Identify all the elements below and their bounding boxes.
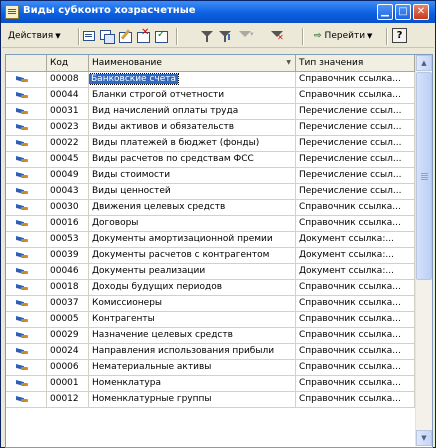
code-cell: 00012 (47, 392, 89, 407)
name-cell (89, 136, 296, 151)
name-cell (89, 200, 296, 215)
filter-history-icon[interactable] (238, 29, 252, 43)
title-bar[interactable] (1, 1, 435, 23)
name-cell (89, 104, 296, 119)
catalog-icon (5, 5, 19, 19)
code-cell: 00022 (47, 136, 89, 151)
name-text: Номенклатура (92, 378, 161, 388)
name-text: Вид начислений оплаты труда (92, 106, 239, 116)
name-text: Доходы будущих периодов (92, 282, 223, 292)
row-icon-cell (6, 232, 47, 247)
name-text: Виды активов и обязательств (92, 122, 235, 132)
delete-item-icon[interactable] (136, 29, 150, 43)
code-cell: 00024 (47, 344, 89, 359)
edit-item-icon[interactable] (118, 29, 132, 43)
name-cell (89, 216, 296, 231)
name-text: Договоры (92, 218, 139, 228)
code-cell: 00037 (47, 296, 89, 311)
code-cell: 00023 (47, 120, 89, 135)
name-cell (89, 72, 296, 87)
toolbar-separator (176, 28, 178, 45)
name-cell (89, 232, 296, 247)
name-cell (89, 280, 296, 295)
row-icon-cell (6, 296, 47, 311)
name-cell (89, 184, 296, 199)
code-cell: 00045 (47, 152, 89, 167)
row-icon-cell (6, 200, 47, 215)
column-header-name[interactable]: Наименование ▼ (89, 55, 296, 71)
name-text: Движения целевых средств (92, 202, 226, 212)
toolbar-separator (386, 28, 388, 45)
table-row[interactable] (6, 328, 415, 344)
subconto-type-icon (16, 219, 30, 228)
subconto-type-icon (16, 203, 30, 212)
actions-menu-button[interactable] (5, 28, 64, 44)
subconto-type-icon (16, 187, 30, 196)
filter-by-value-icon[interactable] (218, 29, 232, 43)
row-icon-cell (6, 248, 47, 263)
subconto-type-icon (16, 155, 30, 164)
table-header (6, 55, 415, 72)
type-cell: Справочник ссылка... (296, 344, 415, 359)
row-icon-cell (6, 184, 47, 199)
table-row[interactable] (6, 104, 415, 120)
table-body (6, 72, 415, 408)
subconto-type-icon (16, 123, 30, 132)
table-row[interactable] (6, 312, 415, 328)
name-cell (89, 296, 296, 311)
row-icon-cell (6, 392, 47, 407)
copy-item-icon[interactable] (100, 29, 114, 43)
subconto-type-icon (16, 299, 30, 308)
chevron-down-icon: ▼ (55, 32, 61, 40)
code-cell: 00029 (47, 328, 89, 343)
table-row[interactable] (6, 264, 415, 280)
row-icon-cell (6, 360, 47, 375)
goto-menu-button[interactable] (314, 28, 372, 44)
code-cell: 00039 (47, 248, 89, 263)
goto-label: Перейти (324, 31, 366, 41)
row-icon-cell (6, 328, 47, 343)
subconto-type-icon (16, 139, 30, 148)
table-row[interactable] (6, 136, 415, 152)
name-cell (89, 328, 296, 343)
table-row[interactable] (6, 152, 415, 168)
name-text: Назначение целевых средств (92, 330, 233, 340)
row-icon-cell (6, 168, 47, 183)
type-cell: Перечисление ссыл... (296, 120, 415, 135)
row-icon-cell (6, 216, 47, 231)
table-row[interactable] (6, 120, 415, 136)
scroll-thumb[interactable] (416, 72, 432, 280)
code-cell: 00006 (47, 360, 89, 375)
type-cell: Документ ссылка:... (296, 248, 415, 263)
row-icon-cell (6, 152, 47, 167)
table-row[interactable] (6, 168, 415, 184)
name-text: Виды расчетов по средствам ФСС (92, 154, 254, 164)
subconto-type-icon (16, 363, 30, 372)
name-text: Контрагенты (92, 314, 155, 324)
name-text: Комиссионеры (92, 298, 163, 308)
table-row[interactable] (6, 344, 415, 360)
goto-arrow-icon: ⇨ (314, 31, 322, 41)
code-cell: 00046 (47, 264, 89, 279)
vertical-scrollbar[interactable] (415, 55, 432, 446)
subconto-type-icon (16, 235, 30, 244)
subconto-type-icon (16, 395, 30, 404)
type-cell: Справочник ссылка... (296, 280, 415, 295)
type-cell: Справочник ссылка... (296, 88, 415, 103)
subconto-type-icon (16, 379, 30, 388)
table-row[interactable] (6, 296, 415, 312)
type-cell: Документ ссылка:... (296, 232, 415, 247)
name-text: Виды стоимости (92, 170, 171, 180)
name-cell (89, 120, 296, 135)
type-cell: Перечисление ссыл... (296, 152, 415, 167)
row-icon-cell (6, 312, 47, 327)
name-cell (89, 376, 296, 391)
name-text: Номенклатурные группы (92, 394, 212, 404)
scroll-down-button[interactable]: ▼ (416, 430, 432, 446)
type-cell: Справочник ссылка... (296, 392, 415, 407)
name-text: Виды платежей в бюджет (фонды) (92, 138, 260, 148)
name-cell (89, 312, 296, 327)
row-icon-cell (6, 264, 47, 279)
subconto-type-icon (16, 331, 30, 340)
actions-label: Действия (8, 31, 54, 41)
subconto-type-icon (16, 75, 30, 84)
name-cell (89, 392, 296, 407)
code-cell: 00016 (47, 216, 89, 231)
name-cell (89, 88, 296, 103)
subconto-type-icon (16, 107, 30, 116)
row-icon-cell (6, 376, 47, 391)
table-row[interactable] (6, 88, 415, 104)
type-cell: Перечисление ссыл... (296, 136, 415, 151)
column-header-code[interactable]: Код (47, 55, 89, 71)
mark-deletion-icon[interactable] (154, 29, 168, 43)
code-cell: 00043 (47, 184, 89, 199)
name-text: Направления использования прибыли (92, 346, 275, 356)
type-cell: Справочник ссылка... (296, 328, 415, 343)
code-cell: 00001 (47, 376, 89, 391)
table-row[interactable] (6, 184, 415, 200)
table-row[interactable] (6, 200, 415, 216)
scroll-up-button[interactable]: ▲ (416, 55, 432, 71)
row-icon-cell (6, 72, 47, 87)
name-cell (89, 168, 296, 183)
clear-filter-icon[interactable] (270, 29, 284, 43)
table-row[interactable] (6, 248, 415, 264)
name-text: Документы расчетов с контрагентом (92, 250, 270, 260)
name-text: Нематериальные активы (92, 362, 212, 372)
subconto-type-icon (16, 315, 30, 324)
window-title: Виды субконто хозрасчетные (23, 5, 196, 16)
maximize-button[interactable]: □ (395, 4, 411, 20)
code-cell: 00031 (47, 104, 89, 119)
minimize-button[interactable]: ▁ (377, 4, 393, 20)
table-row[interactable] (6, 72, 415, 88)
toolbar-separator (78, 28, 80, 45)
table-row[interactable] (6, 392, 415, 408)
type-cell: Перечисление ссыл... (296, 168, 415, 183)
subconto-type-icon (16, 171, 30, 180)
code-cell: 00049 (47, 168, 89, 183)
add-item-icon[interactable] (82, 29, 96, 43)
catalog-table[interactable] (5, 54, 433, 448)
code-cell: 00018 (47, 280, 89, 295)
code-cell: 00053 (47, 232, 89, 247)
toolbar-separator (302, 28, 304, 45)
close-button[interactable]: ✕ (413, 4, 429, 20)
toolbar (2, 25, 434, 48)
type-cell: Перечисление ссыл... (296, 184, 415, 199)
type-cell: Справочник ссылка... (296, 296, 415, 311)
name-text: Банковские счета (91, 74, 177, 84)
name-cell (89, 360, 296, 375)
name-text: Виды ценностей (92, 186, 171, 196)
row-icon-cell (6, 88, 47, 103)
name-cell (89, 264, 296, 279)
row-icon-cell (6, 344, 47, 359)
name-cell (89, 248, 296, 263)
table-row[interactable] (6, 360, 415, 376)
type-cell: Справочник ссылка... (296, 360, 415, 375)
subconto-type-icon (16, 251, 30, 260)
table-row[interactable] (6, 232, 415, 248)
row-icon-cell (6, 120, 47, 135)
filter-icon[interactable] (200, 29, 214, 43)
type-cell: Справочник ссылка... (296, 216, 415, 231)
code-cell: 00030 (47, 200, 89, 215)
type-cell: Справочник ссылка... (296, 72, 415, 87)
code-cell: 00005 (47, 312, 89, 327)
name-text: Документы реализации (92, 266, 206, 276)
chevron-down-icon: ▼ (367, 32, 373, 40)
name-cell (89, 344, 296, 359)
row-icon-cell (6, 280, 47, 295)
subconto-type-icon (16, 347, 30, 356)
table-row[interactable] (6, 376, 415, 392)
help-button[interactable]: ? (392, 28, 407, 43)
name-text: Документы амортизационной премии (92, 234, 273, 244)
subconto-type-icon (16, 283, 30, 292)
row-icon-cell (6, 136, 47, 151)
type-cell: Справочник ссылка... (296, 376, 415, 391)
column-header-type[interactable]: Тип значения (296, 55, 415, 71)
type-cell: Перечисление ссыл... (296, 104, 415, 119)
type-cell: Справочник ссылка... (296, 312, 415, 327)
code-cell: 00044 (47, 88, 89, 103)
subconto-type-icon (16, 267, 30, 276)
name-text: Бланки строгой отчетности (92, 90, 225, 100)
row-icon-cell (6, 104, 47, 119)
table-row[interactable] (6, 280, 415, 296)
code-cell: 00008 (47, 72, 89, 87)
table-row[interactable] (6, 216, 415, 232)
subconto-type-icon (16, 91, 30, 100)
name-cell (89, 152, 296, 167)
column-header-icon[interactable] (6, 55, 47, 71)
type-cell: Справочник ссылка... (296, 200, 415, 215)
type-cell: Документ ссылка:... (296, 264, 415, 279)
